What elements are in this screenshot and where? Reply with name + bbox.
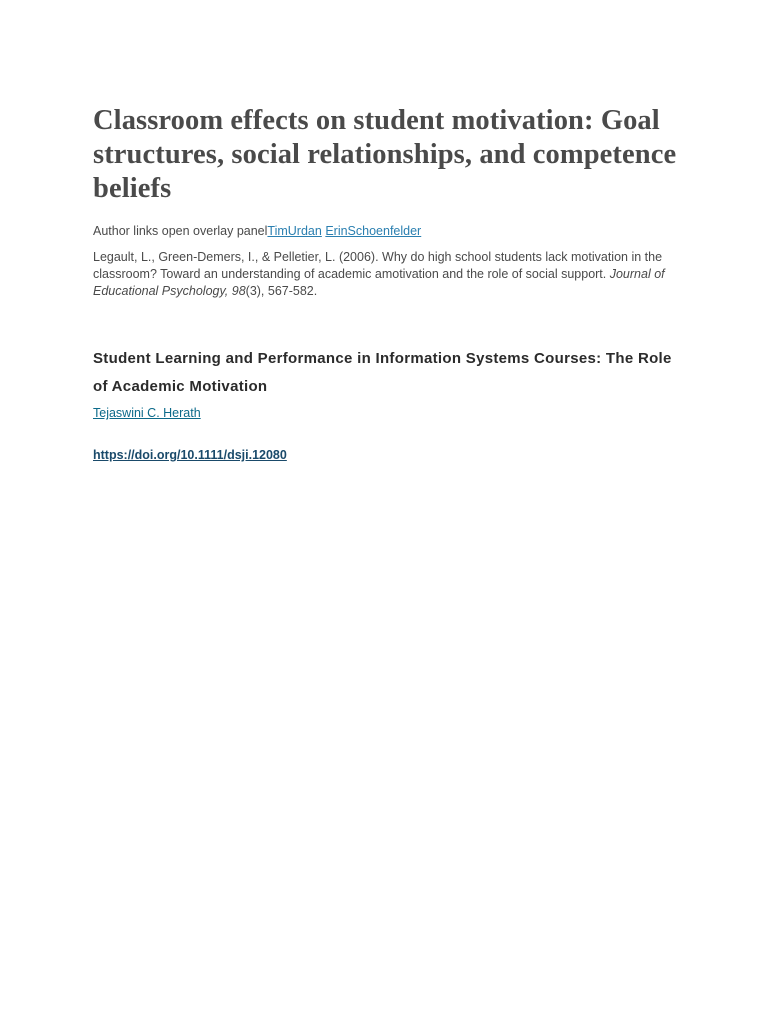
citation [93, 249, 683, 300]
article-author-line [93, 405, 683, 421]
authors-prefix: Author links open overlay panel [93, 224, 268, 238]
article-author-link[interactable]: Tejaswini C. Herath [93, 406, 201, 420]
document-title: Classroom effects on student motivation: Goal structures, social relationships, and competence beliefs [93, 105, 677, 204]
document-page [93, 104, 683, 463]
citation-text: Legault, L., Green-Demers, I., & Pelletier, L. (2006). Why do high school students lack motivation in the classroom? Toward an understanding of academic amotivation and the role of social support. [93, 250, 663, 281]
doi-line [93, 447, 683, 463]
author-link-tim-urdan[interactable]: TimUrdan [267, 224, 322, 238]
author-link-erin-schoenfelder[interactable]: ErinSchoenfelder [325, 224, 422, 238]
doi-link[interactable]: https://doi.org/10.1111/dsji.12080 [93, 448, 287, 462]
citation-issue-pages: (3), 567-582. [245, 284, 318, 298]
citation-journal: Journal of Educational Psychology, 98 [93, 267, 665, 298]
article-title: Student Learning and Performance in Information Systems Courses: The Role of Academic Motivation [93, 350, 672, 395]
author-links [93, 223, 683, 239]
